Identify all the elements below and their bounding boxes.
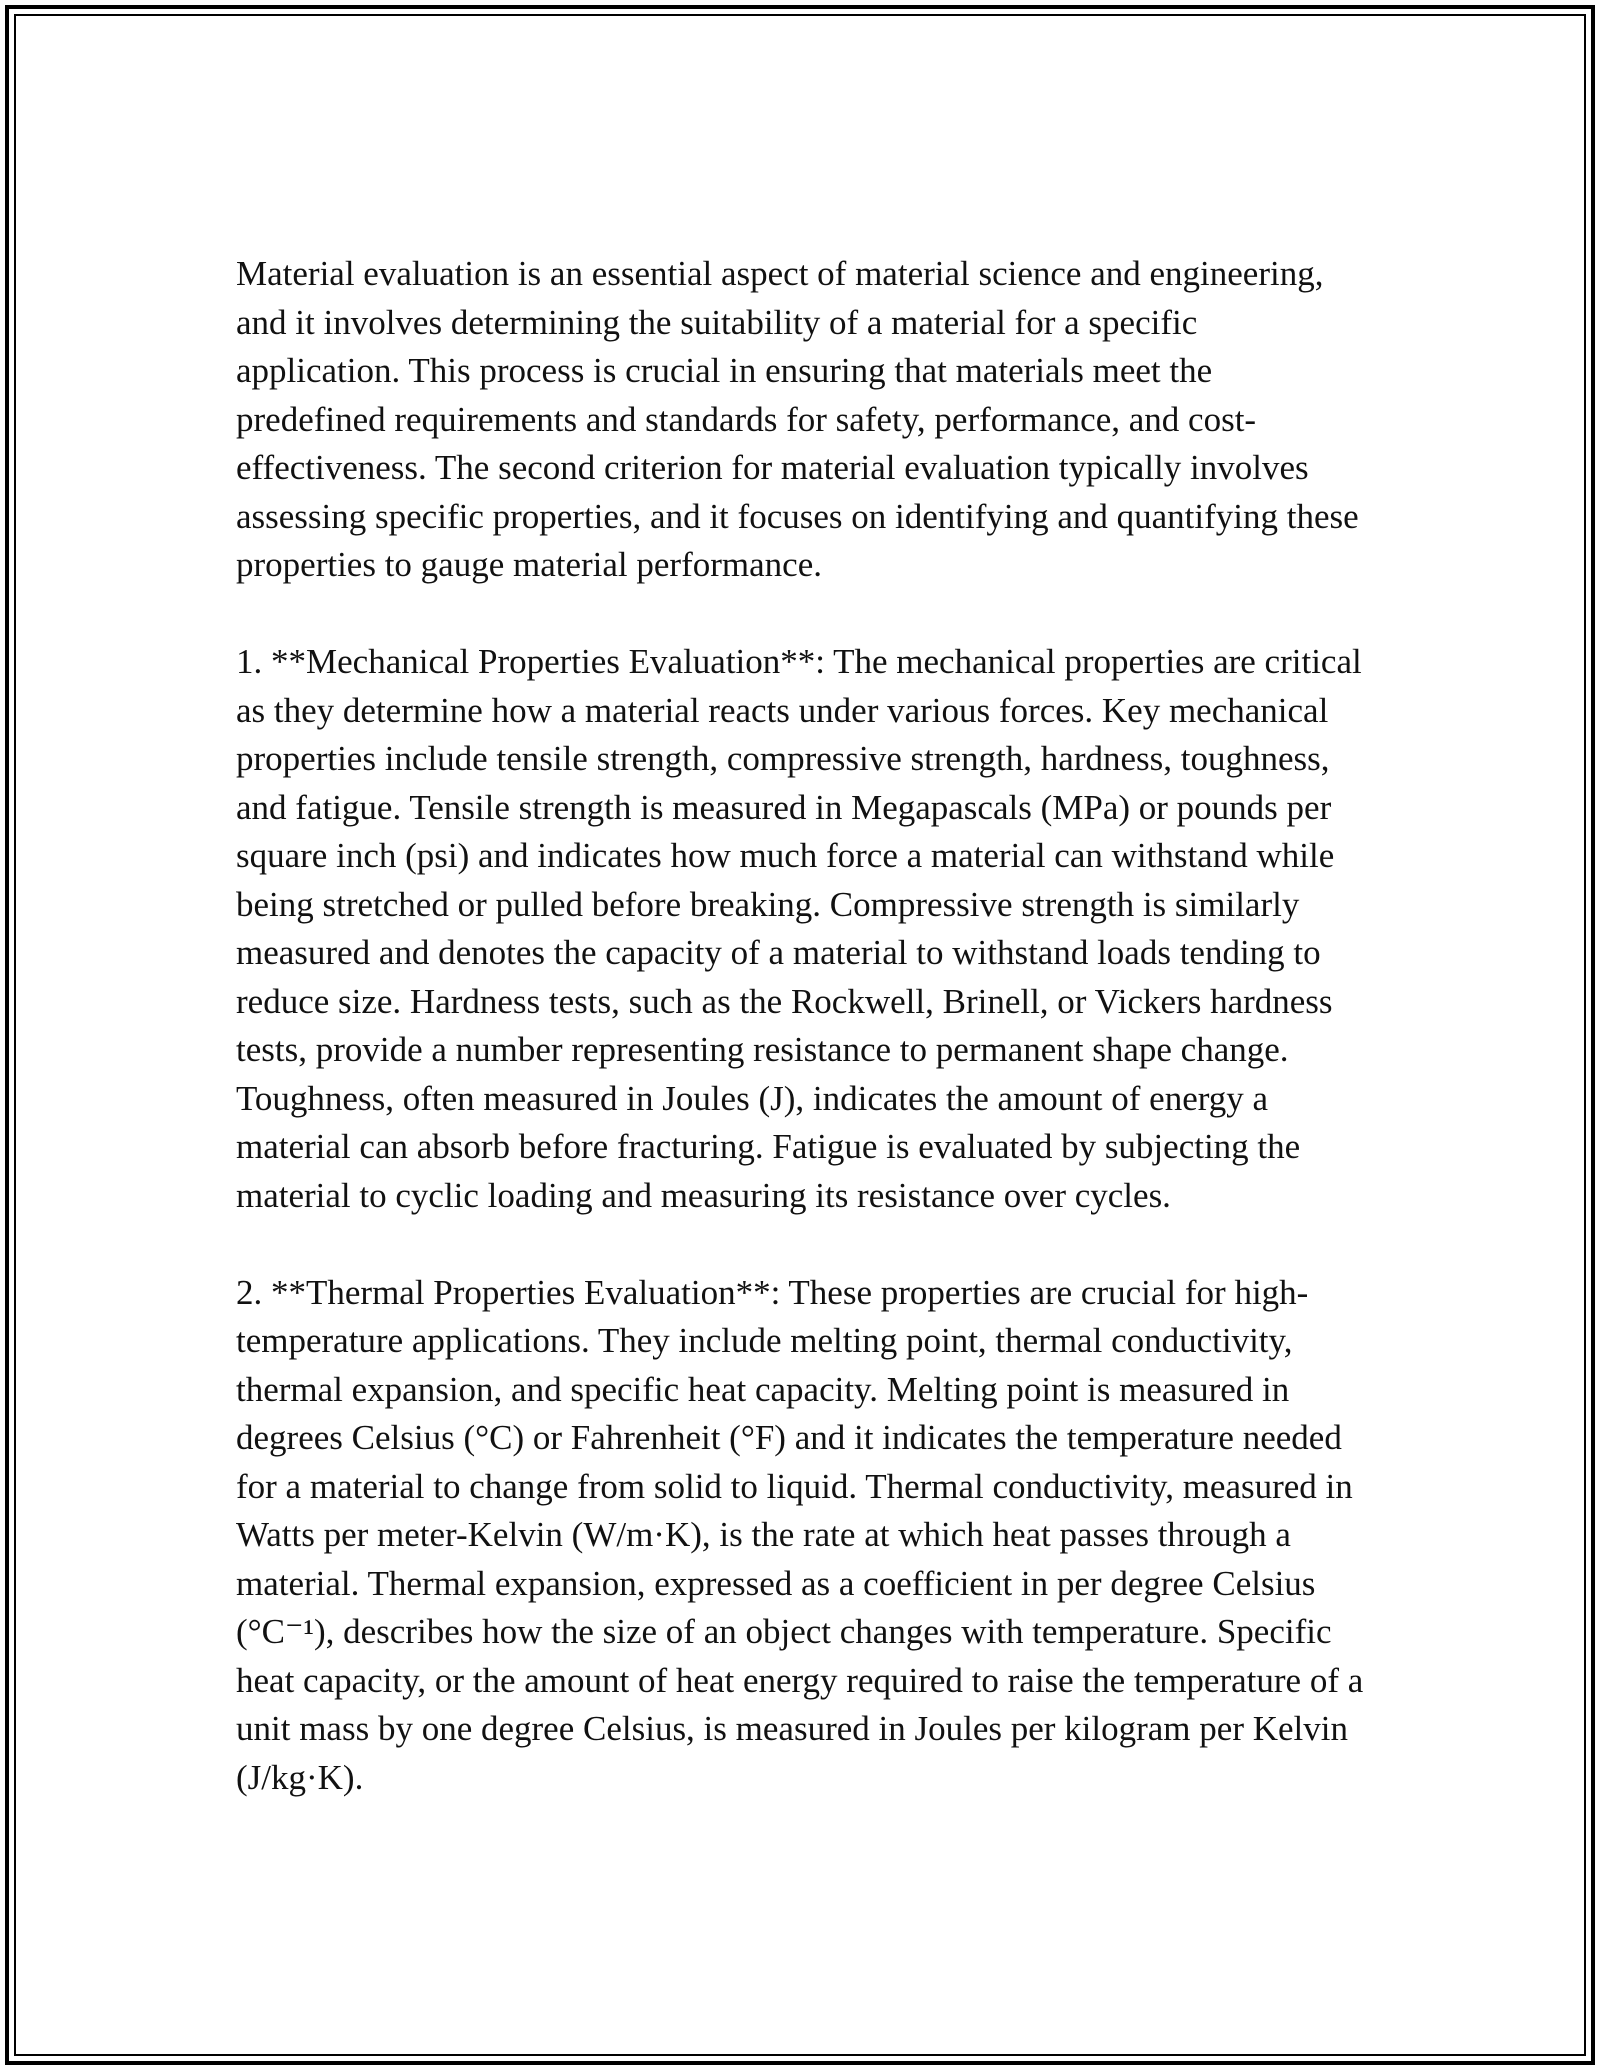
document-body <box>236 250 1366 1851</box>
thermal-properties-paragraph: 2. **Thermal Properties Evaluation**: These properties are crucial for high-temperature applications. They include melting point, thermal conductivity, thermal expansion, and specific heat capacity. Melting point is measured in degrees Celsius (°C) or Fahrenheit (°F) and it indicates the temperature needed for a material to change from solid to liquid. Thermal conductivity, measured in Watts per meter-Kelvin (W/m·K), is the rate at which heat passes through a material. Thermal expansion, expressed as a coefficient in per degree Celsius (°C⁻¹), describes how the size of an object changes with temperature. Specific heat capacity, or the amount of heat energy required to raise the temperature of a unit mass by one degree Celsius, is measured in Joules per kilogram per Kelvin (J/kg·K). <box>236 1272 1364 1797</box>
intro-paragraph: Material evaluation is an essential aspect of material science and engineering, and it involves determining the suitability of a material for a specific application. This process is crucial in ensuring that materials meet the predefined requirements and standards for safety, performance, and cost-effectiveness. The second criterion for material evaluation typically involves assessing specific properties, and it focuses on identifying and quantifying these properties to gauge material performance. <box>236 254 1359 584</box>
mechanical-properties-paragraph: 1. **Mechanical Properties Evaluation**: The mechanical properties are critical as they determine how a material reacts under various forces. Key mechanical properties include tensile strength, compressive strength, hardness, toughness, and fatigue. Tensile strength is measured in Megapascals (MPa) or pounds per square inch (psi) and indicates how much force a material can withstand while being stretched or pulled before breaking. Compressive strength is similarly measured and denotes the capacity of a material to withstand loads tending to reduce size. Hardness tests, such as the Rockwell, Brinell, or Vickers hardness tests, provide a number representing resistance to permanent shape change. Toughness, often measured in Joules (J), indicates the amount of energy a material can absorb before fracturing. Fatigue is evaluated by subjecting the material to cyclic loading and measuring its resistance over cycles. <box>236 642 1362 1215</box>
